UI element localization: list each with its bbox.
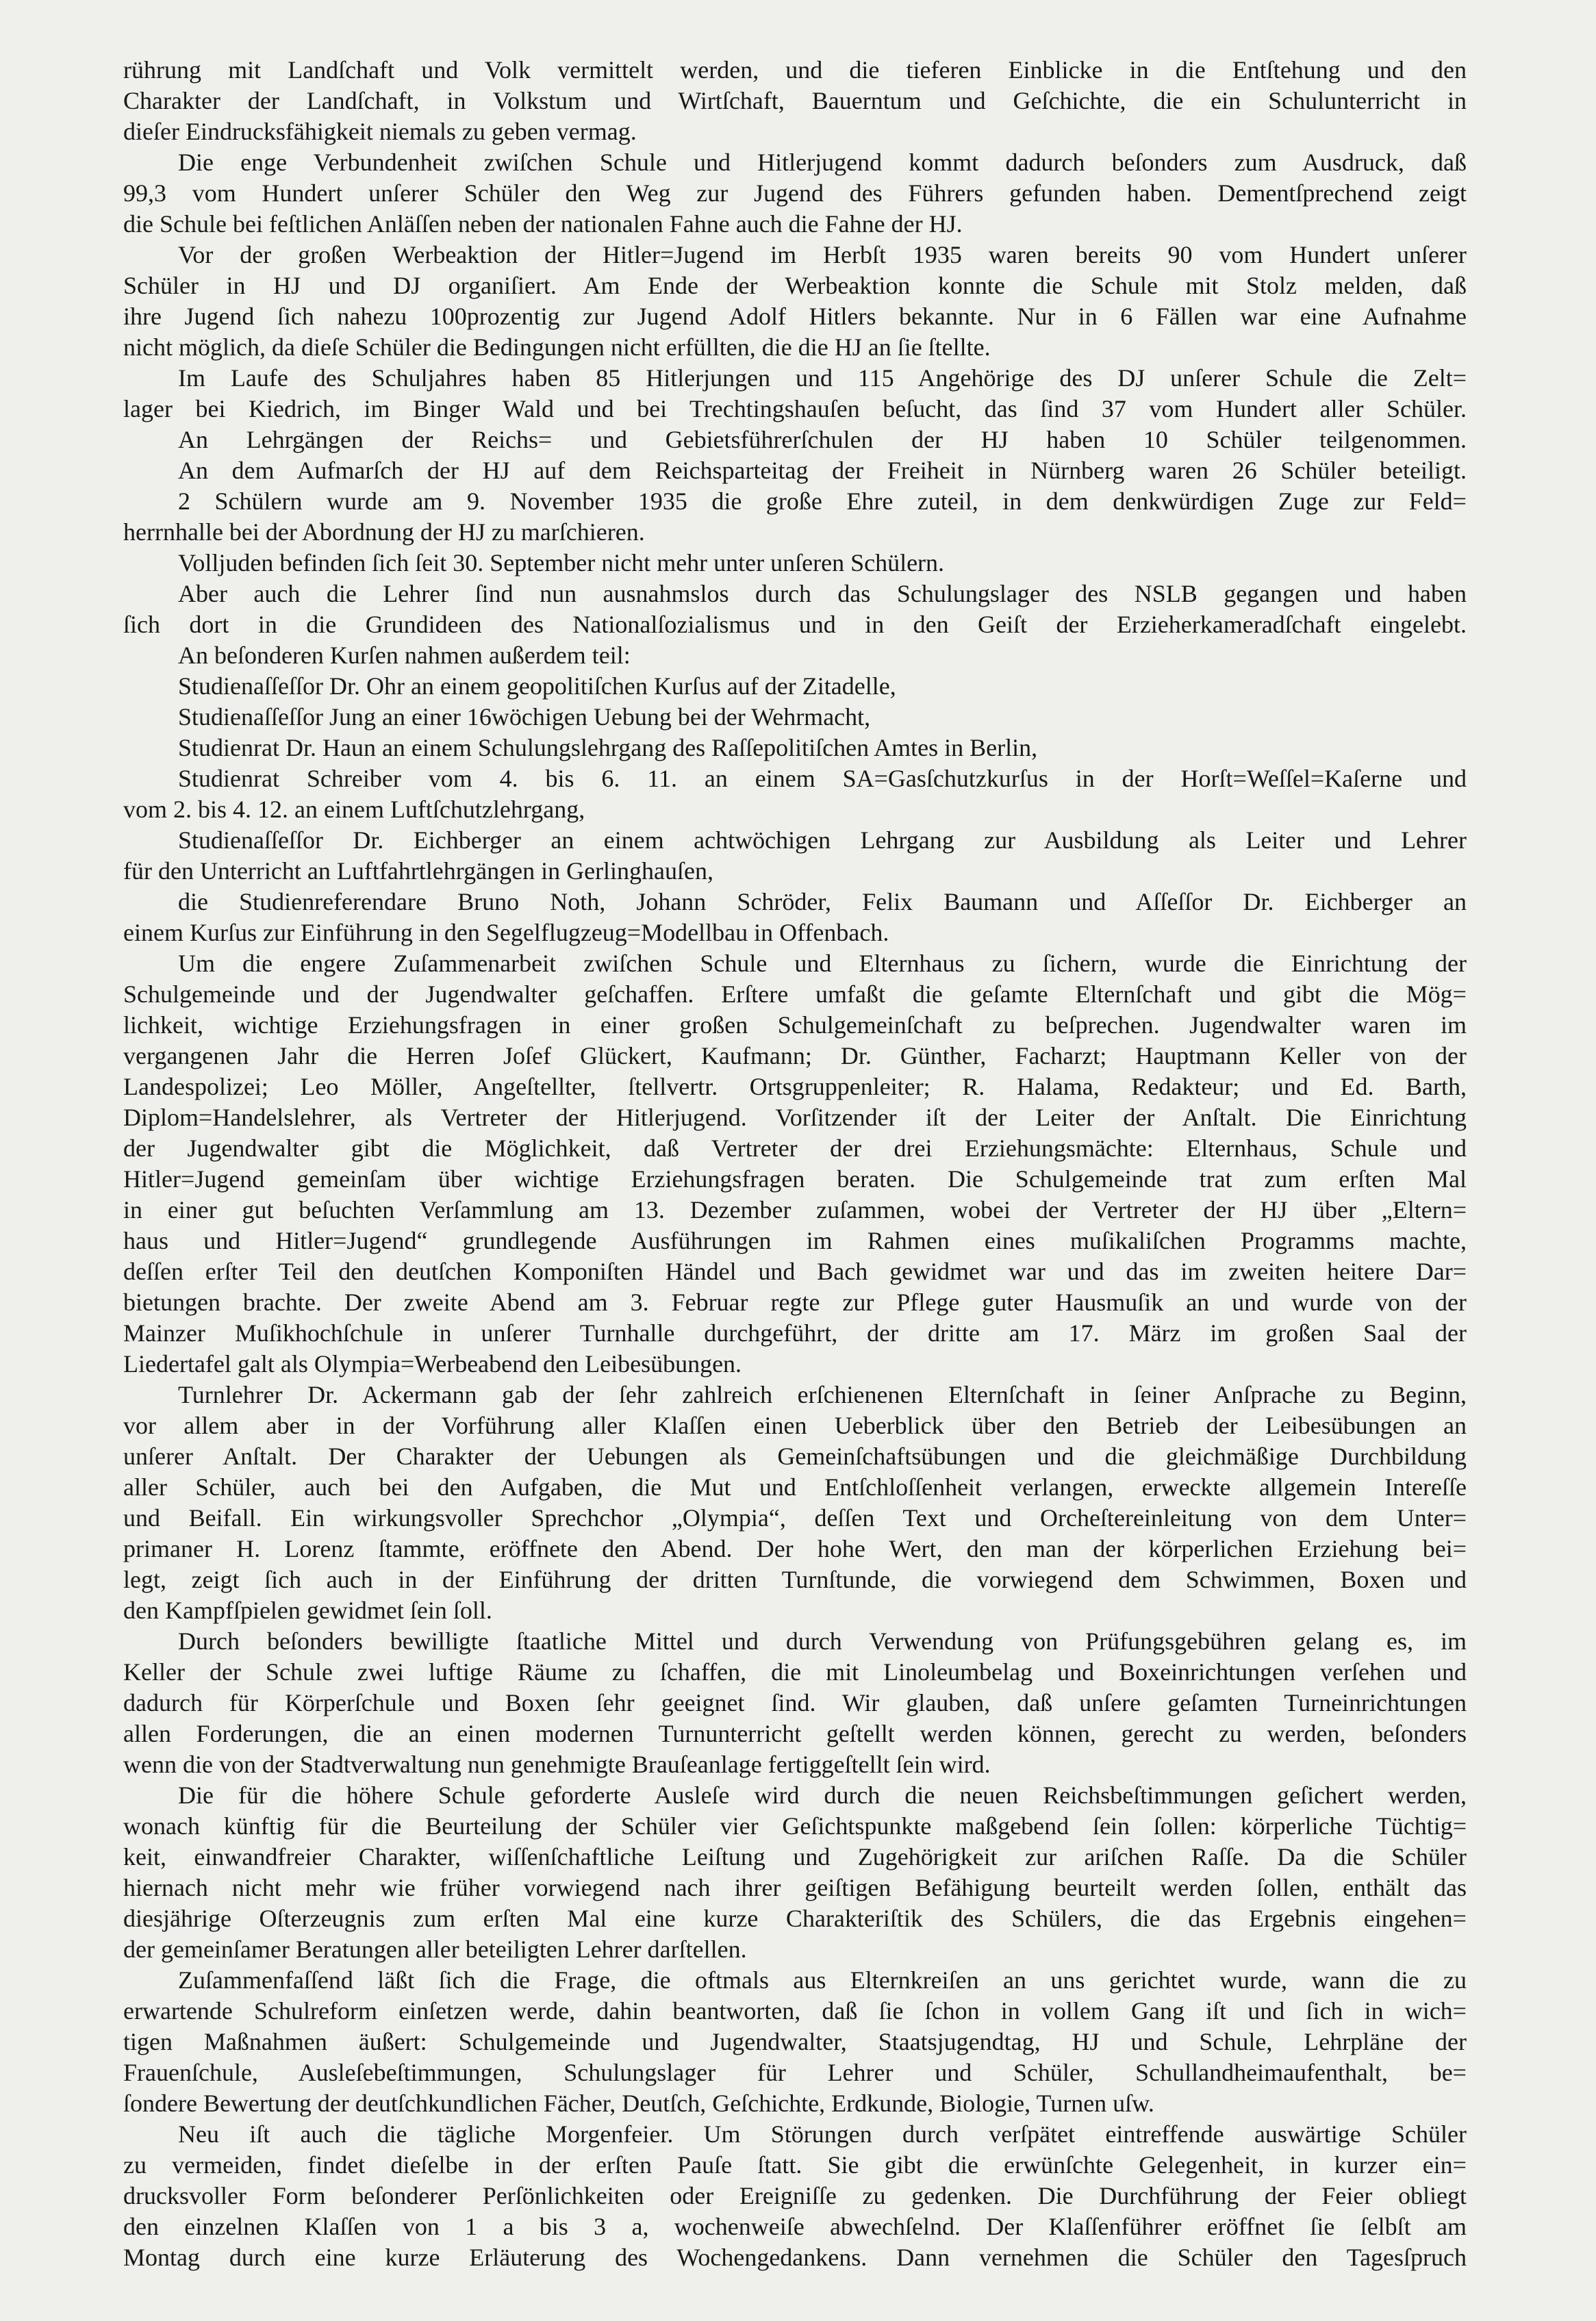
document-body xyxy=(123,55,1467,2273)
text-line: Studienaſſeſſor Jung an einer 16wöchigen Uebung bei der Wehrmacht, xyxy=(178,703,871,731)
text-line: und Beifall. Ein wirkungsvoller Sprechchor „Olympia“, deſſen Text und Orcheſtereinleitung von dem Unter= xyxy=(123,1504,1467,1532)
text-line: Vor der großen Werbeaktion der Hitler=Jugend im Herbſt 1935 waren bereits 90 vom Hundert unſerer xyxy=(178,241,1467,268)
text-line: 99,3 vom Hundert unſerer Schüler den Weg zur Jugend des Führers gefunden haben. Dementſprechend zeigt xyxy=(123,179,1467,207)
text-line: An Lehrgängen der Reichs= und Gebietsführerſchulen der HJ haben 10 Schüler teilgenommen. xyxy=(178,426,1467,453)
text-line: Schüler in HJ und DJ organiſiert. Am Ende der Werbeaktion konnte die Schule mit Stolz melden, daß xyxy=(123,272,1467,299)
text-line: Hitler=Jugend gemeinſam über wichtige Erziehungsfragen beraten. Die Schulgemeinde trat zum erſten Mal xyxy=(123,1165,1467,1193)
course-list-item xyxy=(123,887,1467,948)
text-line: deſſen erſter Teil den deutſchen Komponiſten Händel und Bach gewidmet war und das im zweiten heitere Dar= xyxy=(123,1258,1467,1285)
text-line: für den Unterricht an Luftfahrtlehrgängen in Gerlinghauſen, xyxy=(123,857,714,885)
text-line: bietungen brachte. Der zweite Abend am 3. Februar regte zur Pflege guter Hausmuſik an und wurde von der xyxy=(123,1289,1467,1316)
paragraph xyxy=(123,486,1467,548)
text-line: hiernach nicht mehr wie früher vorwiegend nach ihrer geiſtigen Befähigung beurteilt werden ſollen, enthält das xyxy=(123,1874,1467,1901)
text-line: Charakter der Landſchaft, in Volkstum und Wirtſchaft, Bauerntum und Geſchichte, die ein Schulunterricht in xyxy=(123,87,1467,114)
text-line: lager bei Kiedrich, im Binger Wald und bei Trechtingshauſen beſucht, das ſind 37 vom Hundert aller Schüler. xyxy=(123,395,1467,422)
text-line: Die enge Verbundenheit zwiſchen Schule und Hitlerjugend kommt dadurch beſonders zum Ausdruck, daß xyxy=(178,149,1467,176)
text-line: Studienrat Dr. Haun an einem Schulungslehrgang des Raſſepolitiſchen Amtes in Berlin, xyxy=(178,734,1038,761)
text-line: die Schule bei feſtlichen Anläſſen neben der nationalen Fahne auch die Fahne der HJ. xyxy=(123,210,963,238)
text-line: Landespolizei; Leo Möller, Angeſtellter, ſtellvertr. Ortsgruppenleiter; R. Halama, Redakteur; und Ed. Barth, xyxy=(123,1073,1467,1100)
text-line: der gemeinſamer Beratungen aller beteiligten Lehrer darſtellen. xyxy=(123,1936,747,1963)
text-line: 2 Schülern wurde am 9. November 1935 die große Ehre zuteil, in dem denkwürdigen Zuge zur Feld= xyxy=(178,487,1467,515)
text-line: vergangenen Jahr die Herren Joſef Glückert, Kaufmann; Dr. Günther, Facharzt; Hauptmann Keller von der xyxy=(123,1042,1467,1069)
paragraph xyxy=(123,363,1467,424)
text-line: vor allem aber in der Vorführung aller Klaſſen einen Ueberblick über den Betrieb der Leibesübungen an xyxy=(123,1412,1467,1439)
text-line: Die für die höhere Schule geforderte Ausleſe wird durch die neuen Reichsbeſtimmungen geſichert werden, xyxy=(178,1781,1467,1809)
text-line: Um die engere Zuſammenarbeit zwiſchen Schule und Elternhaus zu ſichern, wurde die Einrichtung der xyxy=(178,950,1467,977)
text-line: Studienrat Schreiber vom 4. bis 6. 11. an einem SA=Gasſchutzkurſus in der Horſt=Weſſel=Kaſerne und xyxy=(178,765,1467,792)
text-line: einem Kurſus zur Einführung in den Segelflugzeug=Modellbau in Offenbach. xyxy=(123,919,889,946)
text-line: der Jugendwalter gibt die Möglichkeit, daß Vertreter der drei Erziehungsmächte: Elternhaus, Schule und xyxy=(123,1134,1467,1162)
paragraph xyxy=(123,240,1467,363)
course-list-item xyxy=(123,825,1467,887)
text-line: ihre Jugend ſich nahezu 100prozentig zur Jugend Adolf Hitlers bekannte. Nur in 6 Fällen war eine Aufnahme xyxy=(123,303,1467,330)
paragraph xyxy=(123,55,1467,147)
text-line: lichkeit, wichtige Erziehungsfragen in einer großen Schulgemeinſchaft zu beſprechen. Jugendwalter waren im xyxy=(123,1011,1467,1039)
text-line: Durch beſonders bewilligte ſtaatliche Mittel und durch Verwendung von Prüfungsgebühren gelang es, im xyxy=(178,1627,1467,1655)
text-line: nicht möglich, da dieſe Schüler die Bedingungen nicht erfüllten, die die HJ an ſie ſtellte. xyxy=(123,333,991,361)
text-line: Studienaſſeſſor Dr. Eichberger an einem achtwöchigen Lehrgang zur Ausbildung als Leiter und Lehrer xyxy=(178,826,1467,854)
text-line: die Studienreferendare Bruno Noth, Johann Schröder, Felix Baumann und Aſſeſſor Dr. Eichberger an xyxy=(178,888,1467,915)
course-list-item xyxy=(123,733,1467,763)
paragraph xyxy=(123,455,1467,486)
text-line: drucksvoller Form beſonderer Perſönlichkeiten oder Ereigniſſe zu gedenken. Die Durchführung der Feier obliegt xyxy=(123,2182,1467,2209)
paragraph xyxy=(123,1965,1467,2119)
text-line: Zuſammenfaſſend läßt ſich die Frage, die oftmals aus Elternkreiſen an uns gerichtet wurde, wann die zu xyxy=(178,1966,1467,1994)
paragraph xyxy=(123,1380,1467,1626)
text-line: legt, zeigt ſich auch in der Einführung der dritten Turnſtunde, die vorwiegend dem Schwimmen, Boxen und xyxy=(123,1566,1467,1593)
paragraph xyxy=(123,548,1467,579)
text-line: Diplom=Handelslehrer, als Vertreter der Hitlerjugend. Vorſitzender iſt der Leiter der Anſtalt. Die Einrichtung xyxy=(123,1104,1467,1131)
text-line: unſerer Anſtalt. Der Charakter der Uebungen als Gemeinſchaftsübungen und die gleichmäßige Durchbildung xyxy=(123,1443,1467,1470)
text-line: rührung mit Landſchaft und Volk vermittelt werden, und die tieferen Einblicke in die Entſtehung und den xyxy=(123,56,1467,84)
text-line: Im Laufe des Schuljahres haben 85 Hitlerjungen und 115 Angehörige des DJ unſerer Schule die Zelt= xyxy=(178,364,1467,392)
text-line: primaner H. Lorenz ſtammte, eröffnete den Abend. Der hohe Wert, den man der körperlichen Erziehung bei= xyxy=(123,1535,1467,1562)
text-line: Schulgemeinde und der Jugendwalter geſchaffen. Erſtere umfaßt die geſamte Elternſchaft und gibt die Mög= xyxy=(123,980,1467,1008)
text-line: An beſonderen Kurſen nahmen außerdem teil: xyxy=(178,642,631,669)
text-line: wonach künftig für die Beurteilung der Schüler vier Geſichtspunkte maßgebend ſein ſollen: körperliche Tüchtig= xyxy=(123,1812,1467,1840)
course-list-item xyxy=(123,671,1467,702)
paragraph xyxy=(123,948,1467,1380)
text-line: Mainzer Muſikhochſchule in unſerer Turnhalle durchgeführt, der dritte am 17. März im großen Saal der xyxy=(123,1319,1467,1347)
paragraph xyxy=(123,147,1467,240)
text-line: dadurch für Körperſchule und Boxen ſehr geeignet ſind. Wir glauben, daß unſere geſamten Turneinrichtungen xyxy=(123,1689,1467,1716)
text-line: diesjährige Oſterzeugnis zum erſten Mal eine kurze Charakteriſtik des Schülers, die das Ergebnis eingehen= xyxy=(123,1905,1467,1932)
paragraph xyxy=(123,579,1467,640)
text-line: Aber auch die Lehrer ſind nun ausnahmslos durch das Schulungslager des NSLB gegangen und haben xyxy=(178,580,1467,607)
paragraph xyxy=(123,424,1467,455)
text-line: Keller der Schule zwei luftige Räume zu ſchaffen, die mit Linoleumbelag und Boxeinrichtungen verſehen und xyxy=(123,1658,1467,1686)
text-line: Studienaſſeſſor Dr. Ohr an einem geopolitiſchen Kurſus auf der Zitadelle, xyxy=(178,672,896,700)
text-line: tigen Maßnahmen äußert: Schulgemeinde und Jugendwalter, Staatsjugendtag, HJ und Schule, Lehrpläne der xyxy=(123,2028,1467,2055)
text-line: aller Schüler, auch bei den Aufgaben, die Mut und Entſchloſſenheit verlangen, erweckte allgemein Intereſſe xyxy=(123,1473,1467,1501)
text-line: vom 2. bis 4. 12. an einem Luftſchutzlehrgang, xyxy=(123,796,585,823)
text-line: Frauenſchule, Ausleſebeſtimmungen, Schulungslager für Lehrer und Schüler, Schullandheimaufenthalt, be= xyxy=(123,2059,1467,2086)
text-line: keit, einwandfreier Charakter, wiſſenſchaftliche Leiſtung und Zugehörigkeit zur ariſchen Raſſe. Da die Schüler xyxy=(123,1843,1467,1870)
text-line: ſich dort in die Grundideen des Nationalſozialismus und in den Geiſt der Erzieherkameradſchaft eingelebt. xyxy=(123,611,1467,638)
text-line: allen Forderungen, die an einen modernen Turnunterricht geſtellt werden können, gerecht zu werden, beſonders xyxy=(123,1720,1467,1747)
text-line: Liedertafel galt als Olympia=Werbeabend den Leibesübungen. xyxy=(123,1350,742,1378)
text-line: dieſer Eindrucksfähigkeit niemals zu geben vermag. xyxy=(123,118,637,145)
paragraph xyxy=(123,1780,1467,1965)
text-line: An dem Aufmarſch der HJ auf dem Reichsparteitag der Freiheit in Nürnberg waren 26 Schüler beteiligt. xyxy=(178,457,1467,484)
text-line: Volljuden befinden ſich ſeit 30. September nicht mehr unter unſeren Schülern. xyxy=(178,549,945,576)
course-list-item xyxy=(123,763,1467,825)
text-line: herrnhalle bei der Abordnung der HJ zu marſchieren. xyxy=(123,518,645,546)
text-line: Turnlehrer Dr. Ackermann gab der ſehr zahlreich erſchienenen Elternſchaft in ſeiner Anſprache zu Beginn, xyxy=(178,1381,1467,1408)
text-line: erwartende Schulreform einſetzen werde, dahin beantworten, daß ſie ſchon in vollem Gang iſt und ſich in wich= xyxy=(123,1997,1467,2025)
course-list-item xyxy=(123,702,1467,733)
text-line: ſondere Bewertung der deutſchkundlichen Fächer, Deutſch, Geſchichte, Erdkunde, Biologie, Turnen uſw. xyxy=(123,2090,1154,2117)
paragraph xyxy=(123,640,1467,671)
paragraph xyxy=(123,2119,1467,2273)
text-line: Neu iſt auch die tägliche Morgenfeier. Um Störungen durch verſpätet eintreffende auswärtige Schüler xyxy=(178,2120,1467,2148)
text-line: den Kampfſpielen gewidmet ſein ſoll. xyxy=(123,1597,492,1624)
text-line: den einzelnen Klaſſen von 1 a bis 3 a, wochenweiſe abwechſelnd. Der Klaſſenführer eröffnet ſie ſelbſt am xyxy=(123,2213,1467,2240)
paragraph xyxy=(123,1626,1467,1780)
text-line: haus und Hitler=Jugend“ grundlegende Ausführungen im Rahmen eines muſikaliſchen Programms machte, xyxy=(123,1227,1467,1254)
text-line: wenn die von der Stadtverwaltung nun genehmigte Brauſeanlage fertiggeſtellt ſein wird. xyxy=(123,1751,991,1778)
text-line: in einer gut beſuchten Verſammlung am 13. Dezember zuſammen, wobei der Vertreter der HJ über „Eltern= xyxy=(123,1196,1467,1223)
text-line: zu vermeiden, findet dieſelbe in der erſten Pauſe ſtatt. Sie gibt die erwünſchte Gelegenheit, in kurzer ein= xyxy=(123,2151,1467,2179)
text-line: Montag durch eine kurze Erläuterung des Wochengedankens. Dann vernehmen die Schüler den Tagesſpruch xyxy=(123,2244,1467,2271)
